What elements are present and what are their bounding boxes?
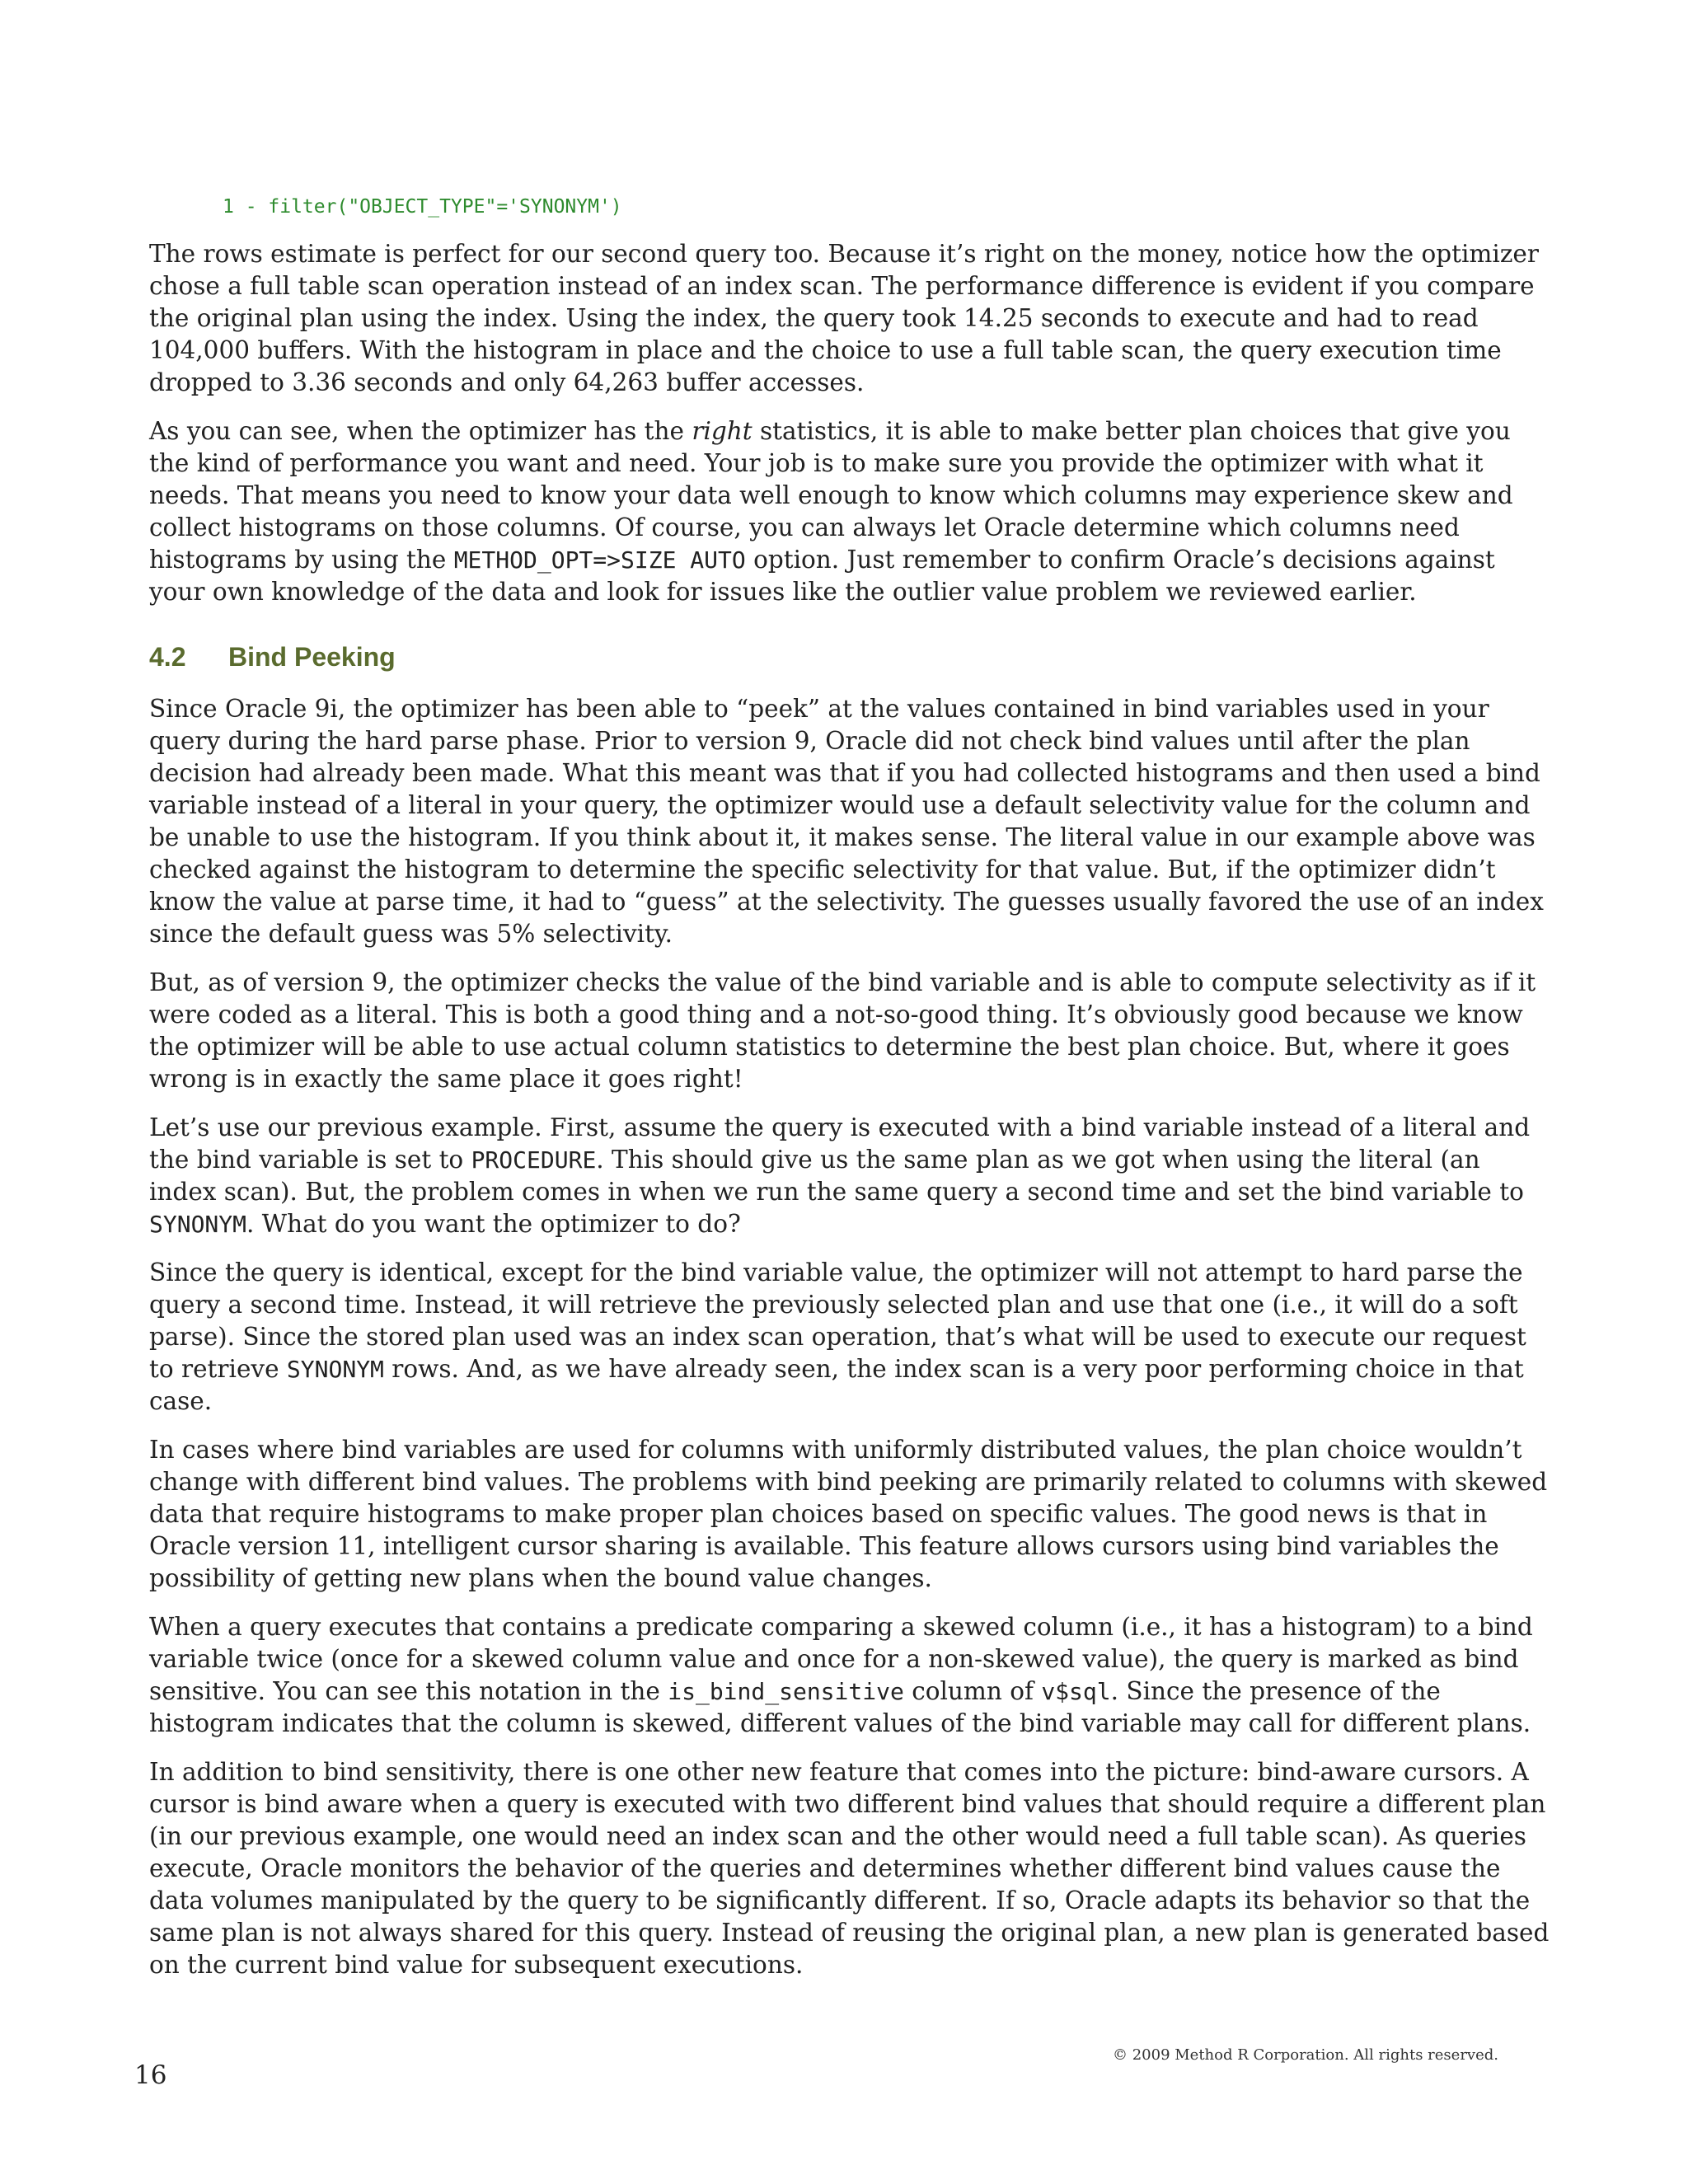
text-segment: When a query executes that contains a predicate comparing a skewed column (i.e., it has a histogram) to a bind variable twice (once for a skewed column value and once for a non-skewed value), the query is marked as bind sensitive. You can see this notation in the [149, 1613, 1533, 1705]
page-number: 16 [134, 2060, 167, 2090]
text-segment: As you can see, when the optimizer has the [149, 417, 692, 445]
paragraph-query-identical [149, 1257, 1550, 1418]
text-segment: . This should give us the same plan as we got when using the literal (an index scan). But, the problem comes in when we run the same query a second time and set the bind variable to [149, 1146, 1524, 1206]
paragraph-rows-estimate: The rows estimate is perfect for our second query too. Because it’s right on the money, notice how the optimizer chose a full table scan operation instead of an index scan. The performance difference is evident if you compare the original plan using the index. Using the index, the query took 14.25 seconds to execute and had to read 104,000 buffers. With the histogram in place and the choice to use a full table scan, the query execution time dropped to 3.36 seconds and only 64,263 buffer accesses. [149, 240, 1539, 396]
paragraph-previous-example [149, 1112, 1550, 1240]
text-segment: Let’s use our previous example. First, assume the query is executed with a bind variable instead of a literal and the bind variable is set to [149, 1113, 1531, 1174]
paragraph-as-of-version-9: But, as of version 9, the optimizer checks the value of the bind variable and is able to compute selectivity as if it were coded as a literal. This is both a good thing and a not-so-good thing. It’s obviously good because we know the optimizer will be able to use actual column statistics to determine the best plan choice. But, where it goes wrong is in exactly the same place it goes right! [149, 968, 1536, 1093]
paragraph-since-oracle-9i: Since Oracle 9i, the optimizer has been able to “peek” at the values contained in bind variables used in your query during the hard parse phase. Prior to version 9, Oracle did not check bind values until after the plan decision had already been made. What this meant was that if you had collected histograms and then used a bind variable instead of a literal in your query, the optimizer would use a default selectivity value for the column and be unable to use the histogram. If you think about it, it makes sense. The literal value in our example above was checked against the histogram to determine the specific selectivity for that value. But, if the optimizer didn’t know the value at parse time, it had to “guess” at the selectivity. The guesses usually favored the use of an index since the default guess was 5% selectivity. [149, 695, 1544, 948]
text-segment: statistics, it is able to make better plan choices that give you the kind of performance you want and need. Your job is to make sure you provide the optimizer with what it needs. That means you need to know your data well enough to know which columns may experience skew and collect histograms on those columns. Of course, you can always let Oracle determine which columns need histograms by using the [149, 417, 1513, 574]
text-segment: . What do you want the optimizer to do? [246, 1210, 741, 1238]
footer-copyright: © 2009 Method R Corporation. All rights reserved. [1112, 2046, 1498, 2064]
code-line-filter: 1 - filter("OBJECT_TYPE"='SYNONYM') [223, 196, 622, 218]
paragraph-right-statistics [149, 415, 1550, 608]
text-segment: column of [903, 1677, 1042, 1705]
paragraph-bind-aware: In addition to bind sensitivity, there is one other new feature that comes into the picture: bind-aware cursors. A cursor is bind aware when a query is executed with two different bind values that should require a different plan (in our previous example, one would need an index scan and the other would need a full table scan). As queries execute, Oracle monitors the behavior of the queries and determines whether different bind values cause the data volumes manipulated by the query to be significantly different. If so, Oracle adapts its behavior so that the same plan is not always shared for this query. Instead of reusing the original plan, a new plan is generated based on the current bind value for subsequent executions. [149, 1758, 1550, 1979]
text-segment: Since the query is identical, except for the bind variable value, the optimizer will not attempt to hard parse the query a second time. Instead, it will retrieve the previously selected plan and use that one (i.e., it will do a soft parse). Since the stored plan used was an index scan operation, that’s what will be used to execute our request to retrieve [149, 1258, 1526, 1383]
inline-code-procedure: PROCEDURE [471, 1146, 597, 1174]
body-text [149, 238, 1550, 1998]
text-segment: . Since the presence of the histogram indicates that the column is skewed, different values of the bind variable may call for different plans. [149, 1677, 1531, 1737]
inline-code-is-bind-sensitive: is_bind_sensitive [668, 1678, 904, 1705]
emphasis-right: right [692, 417, 753, 445]
text-segment: option. Just remember to confirm Oracle’s decisions against your own knowledge of the data and look for issues like the outlier value problem we reviewed earlier. [149, 546, 1495, 606]
inline-code-synonym: SYNONYM [149, 1211, 247, 1238]
section-number: 4.2 [149, 642, 186, 672]
paragraph-uniform-values: In cases where bind variables are used for columns with uniformly distributed values, the plan choice wouldn’t change with different bind values. The problems with bind peeking are primarily related to columns with skewed data that require histograms to make proper plan choices based on specific values. The good news is that in Oracle version 11, intelligent cursor sharing is available. This feature allows cursors using bind variables the possibility of getting new plans when the bound value changes. [149, 1436, 1548, 1592]
paragraph-bind-sensitive [149, 1611, 1550, 1740]
inline-code-method-opt: METHOD_OPT=>SIZE AUTO [453, 546, 746, 574]
section-title: Bind Peeking [228, 642, 396, 672]
section-heading [149, 641, 1550, 673]
text-segment: rows. And, as we have already seen, the index scan is a very poor performing choice in that case. [149, 1355, 1524, 1415]
inline-code-vsql: v$sql [1041, 1678, 1111, 1705]
inline-code-synonym: SYNONYM [286, 1356, 384, 1383]
